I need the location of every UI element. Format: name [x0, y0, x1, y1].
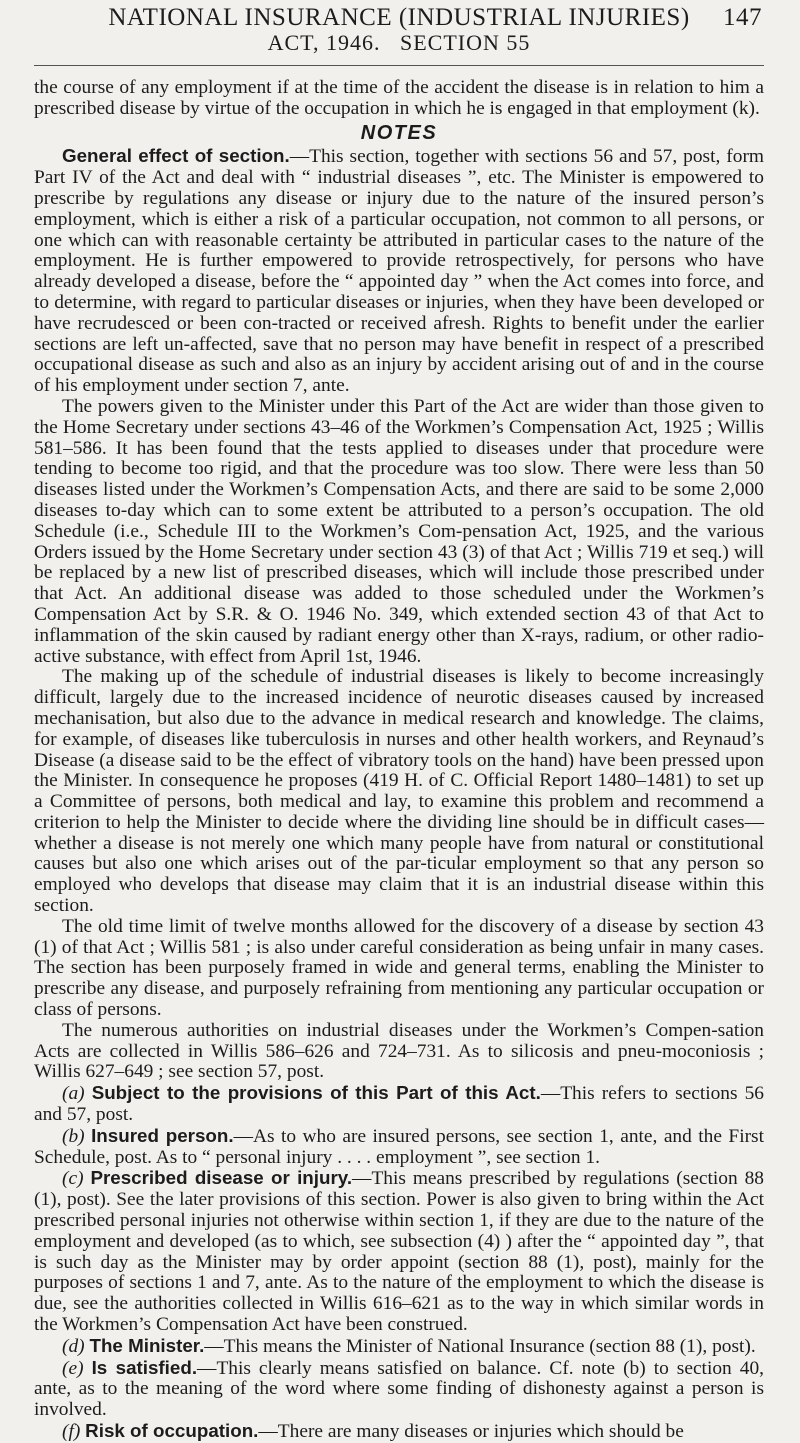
note-item-e: [34, 1358, 764, 1421]
note-lead: Is satisfied.: [91, 1356, 198, 1378]
note-lead: Prescribed disease or injury.: [90, 1167, 353, 1189]
note-label: (e): [62, 1357, 84, 1379]
note-item-f: [34, 1421, 764, 1443]
note-label: (f): [62, 1421, 81, 1442]
note-label: (c): [62, 1168, 84, 1190]
paragraph: The making up of the schedule of industrial diseases is likely to become increasingly difficult, largely due to the increased incidence of neurotic diseases caused by increased mechanisation, but also due to the advance in medical research and knowledge. The claims, for example, of diseases like tuberculosis in nurses and other health workers, and Reynaud’s Disease (a disease said to be the effect of vibratory tools on the hand) have been pressed upon the Minister. In consequence he proposes (419 H. of C. Official Report 1480–1481) to set up a Committee of persons, both medical and lay, to examine this problem and recommend a criterion to help the Minister to decide where the dividing line should be in difficult cases—whether a disease is not merely one which many people have from natural or constitutional causes but also one which arises out of the par-ticular employment so that any person so employed who develops that disease may claim that it is an industrial disease within this section.: [34, 666, 764, 917]
note-body: —This refers to sections 56 and 57, post.: [34, 1083, 764, 1126]
note-label: (b): [62, 1125, 85, 1147]
note-body: —As to who are insured persons, see section 1, ante, and the First Schedule, post. As to “ personal injury . . . . employment ”, see section 1.: [34, 1125, 764, 1168]
note-body: —This clearly means satisfied on balance. Cf. note (b) to section 40, ante, as to the meaning of the word where some finding of dishonesty against a person is involved.: [34, 1357, 764, 1421]
header-rule: [34, 65, 764, 66]
note-item-c: [34, 1168, 764, 1335]
note-label: (a): [62, 1083, 85, 1105]
note-lead: Insured person.: [91, 1124, 234, 1146]
header-title-line: [34, 4, 764, 31]
note-body: —This means prescribed by regulations (section 88 (1), post). See the later provisions of this section. Power is also given to bring within the Act prescribed personal injuries not otherwise within section 1, if they are due to the nature of the employment and developed (as to which, see subsection (4) ) after the “ appointed day ”, that is such day as the Minister may by order appoint (section 88 (1), post), mainly for the purposes of sections 1 and 7, ante. As to the nature of the employment to which the disease is due, see the authorities collected in Willis 616–621 as to the way in which similar words in the Workmen’s Compensation Act have been construed.: [34, 1168, 764, 1336]
header-subtitle: ACT, 1946. SECTION 55: [267, 30, 531, 55]
page-number: 147: [723, 4, 762, 31]
note-item-b: [34, 1126, 764, 1169]
note-item-a: [34, 1083, 764, 1126]
opening-paragraph: the course of any employment if at the time of the accident the disease is in relation to him a prescribed disease by virtue of the occupation in which he is engaged in that employment (k).: [34, 77, 764, 119]
paragraph: The numerous authorities on industrial diseases under the Workmen’s Compen-sation Acts are collected in Willis 586–626 and 724–731. As to silicosis and pneu-moconiosis ; Willis 627–649 ; see section 57, post.: [34, 1019, 764, 1083]
notes-heading: NOTES: [360, 121, 438, 144]
note-lead: The Minister.: [89, 1334, 205, 1356]
note-lead: Risk of occupation.: [85, 1420, 259, 1441]
general-effect-paragraph: [34, 146, 764, 397]
note-body: —There are many diseases or injuries which should be: [258, 1421, 684, 1442]
note-body: —This means the Minister of National Insurance (section 88 (1), post).: [204, 1335, 756, 1357]
note-lead: Subject to the provisions of this Part of this Act.: [91, 1082, 541, 1104]
paragraph: The powers given to the Minister under this Part of the Act are wider than those given to the Home Secretary under sections 43–46 of the Workmen’s Compensation Act, 1925 ; Willis 581–586. It has been found that the tests applied to diseases under that procedure were tending to become too rigid, and that the procedure was too slow. There were less than 50 diseases listed under the Workmen’s Compensation Acts, and there are said to be some 2,000 diseases to-day which can to some extent be attributed to a person’s occupation. The old Schedule (i.e., Schedule III to the Workmen’s Com-pensation Act, 1925, and the various Orders issued by the Home Secretary under section 43 (3) of that Act ; Willis 719 et seq.) will be replaced by a new list of prescribed diseases, which will include those prescribed under that Act. An additional disease was added to those scheduled under the Workmen’s Compensation Act by S.R. & O. 1946 No. 349, which extended section 43 of that Act to inflammation of the skin caused by radiant energy other than X-rays, radium, or other radio-active substance, with effect from April 1st, 1946.: [34, 395, 764, 667]
header-title: NATIONAL INSURANCE (INDUSTRIAL INJURIES): [108, 4, 690, 31]
general-effect-lead: General effect of section.: [62, 145, 290, 167]
body-text: [34, 78, 764, 1443]
running-header: [34, 0, 764, 55]
general-effect-body: —This section, together with sections 56 and 57, post, form Part IV of the Act and deal with “ industrial diseases ”, etc. The Minister is empowered to prescribe by regulations any disease or injury due to the nature of the insured person’s employment, which is either a risk of a particular occupation, not common to all persons, or one which can with reasonable certainty be attributed in particular cases to the nature of the employment. He is further empowered to provide retrospectively, for persons who have already developed a disease, before the “ appointed day ” when the Act comes into force, and to determine, with regard to particular diseases or injuries, when they have been developed or have recrudesced or been con-tracted or received afresh. Rights to benefit under the earlier sections are left un-affected, save that no person may have benefit in respect of a prescribed occupational disease as such and also as an injury by accident arising out of and in the course of his employment under section 7, ante.: [34, 146, 764, 397]
paragraph: The old time limit of twelve months allowed for the discovery of a disease by section 43 (1) of that Act ; Willis 581 ; is also under careful consideration as being unfair in many cases. The section has been purposely framed in wide and general terms, enabling the Minister to prescribe any disease, and purposely refraining from mentioning any particular occupation or class of persons.: [34, 915, 764, 1021]
note-label: (d): [62, 1335, 85, 1357]
